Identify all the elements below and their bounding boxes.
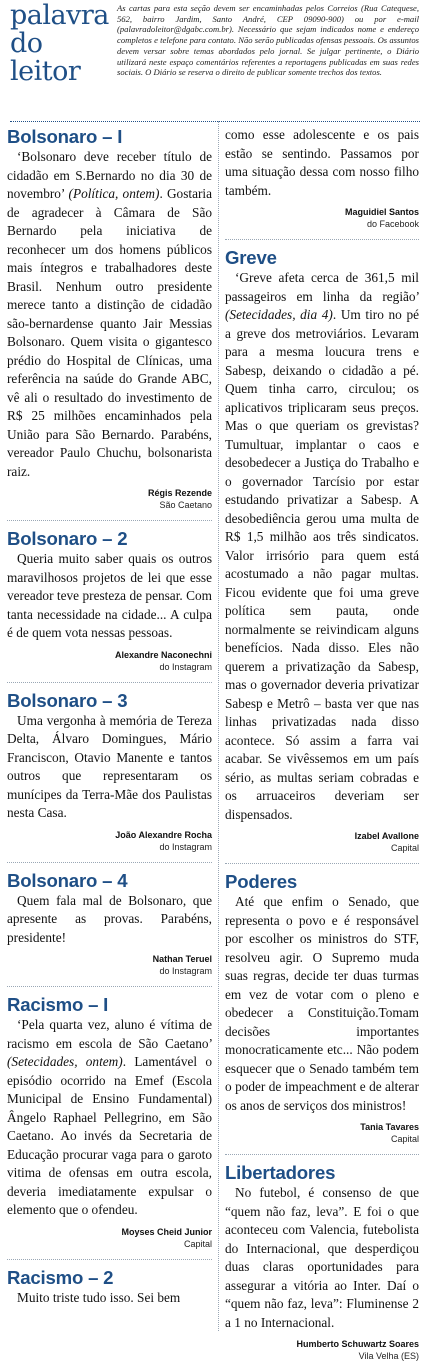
letter-body: Até que enfim o Senado, que representa o povo e é responsável por escolher os ministros do STF, resolveu agir. O Supremo muda suas regras, decide ter duas turmas em vez de votar com o pleno e obedecer a Constituição.Tomam decisões importantes monocraticamente etc... Não podem esquecer que o Senado também tem o poder de impeachment e de alterar os anos de serviços dos ministros! <box>225 894 419 1113</box>
letter-text: . Um tiro no pé a greve dos metroviários. Levaram para a mesma loucura trens e Sabesp, deixando o cidadão a pé. Quem tinha carro, circulou; os aplicativos triplicaram seus preços. Mas o que queriam os grevistas? Tumultuar, implantar o caos e desobedecer a Justiça do Trabalho e o governador Tarcísio por estar estudando privatizar a Sabesp. A desobediência gerou uma multa de R$ 1,5 milhão aos três sindicatos. Valor irrisório para quem está acostumado a não pagar multas. Ficou evidente que foi uma greve política sem pauta, onde normalmente se reivindicam alguns benefícios. Nada disso. Eles não querem a privatização da Sabesp, mas o governador deveria privatizar Sabesp e Metrô – basta ver que nas linhas privatizadas nada disso acontece. Só assim a farra vai acabar. Se vivêssemos em um país sério, as multas seriam cobradas e os arruaceiros deveriam ser dispensados. <box>225 307 419 822</box>
letter-separator <box>7 520 212 521</box>
letter-place: Capital <box>183 1238 212 1249</box>
letter-body: Queria muito saber quais os outros maravilhosos projetos de lei que esse vereador teve presteza de pensar. Com tanta necessidade na cidade... A culpa é de quem vota nessas pessoas. <box>7 551 212 640</box>
letter-separator <box>7 986 212 987</box>
letter-author: Humberto Schuwartz Soares <box>296 1339 419 1349</box>
letter-title: Racismo – I <box>7 994 109 1015</box>
section-title-line1: palavra <box>10 0 109 31</box>
letter-title: Bolsonaro – 4 <box>7 869 128 891</box>
left-column <box>7 126 212 1307</box>
letter-separator <box>225 863 419 864</box>
letter-body: como esse adolescente e os pais estão se sentindo. Passamos por uma situação dessa com nosso filho também. <box>225 127 419 198</box>
letter-title: Bolsonaro – 2 <box>7 528 128 549</box>
letter-author: Moyses Cheid Junior <box>121 1226 212 1237</box>
letter-quote: ‘Bolsonaro deve receber título de cidadão em S.Bernardo no dia 30 de novembro’ <box>7 149 212 201</box>
letter-source: (Política, ontem) <box>68 186 160 201</box>
letter-place: do Instagram <box>159 661 212 672</box>
letter-separator <box>225 1154 419 1155</box>
letter-place: Capital <box>390 843 419 853</box>
letter-author: Régis Rezende <box>147 488 212 498</box>
letter-bolsonaro-4 <box>7 870 212 979</box>
letter-body: Quem fala mal de Bolsonaro, que apresente as provas. Parabéns, presidente! <box>7 892 212 945</box>
header-rule <box>10 121 420 122</box>
letter-body: Muito triste tudo isso. Sei bem <box>17 1289 181 1305</box>
letter-bolsonaro-2 <box>7 528 212 674</box>
column-divider <box>218 121 219 1331</box>
letter-body <box>225 269 419 824</box>
letter-title: Greve <box>225 247 277 268</box>
letter-title: Libertadores <box>225 1162 336 1183</box>
letter-author: Izabel Avallone <box>354 831 419 841</box>
letter-poderes <box>225 871 419 1146</box>
letter-greve <box>225 247 419 855</box>
letter-title: Racismo – 2 <box>7 1266 114 1288</box>
letter-racismo-2-continued <box>225 126 419 231</box>
letter-text: . Lamentável o episódio ocorrido na Emef (Escola Municipal de Ensino Fundamental) Ângelo Raphael Pellegrino, em São Caetano. Ao invés da Secretaria de Educação procurar vaga para o garoto vitima de ofensas em outra escola, deveria imediatamente expulsar o elemento que o ofendeu. <box>7 1054 212 1217</box>
letter-title: Poderes <box>225 871 297 892</box>
letter-text: . Gostaria de agradecer à Câmara de São Bernardo pela iniciativa de reconhecer um dos homens públicos mais íntegros e trabalhadores deste Brasil. Nenhum outro presidente merece tanto a distinção de cidadão são-bernardense quanto Jair Messias Bolsonaro. Quem visita o gigantesco prédio do Hospital de Clínicas, uma referência na saúde do Grande ABC, vê ali o resultado do investimento de R$ 25 milhões encaminhados pela União para São Bernardo. Parabéns, vereador Paulo Chuchu, bolsonarista raiz. <box>7 186 212 479</box>
letter-racismo-2 <box>7 1267 212 1308</box>
letter-author: Maguidiel Santos <box>344 207 419 217</box>
letter-racismo-1 <box>7 994 212 1251</box>
letter-body: No futebol, é consenso de que “quem não faz, leva”. E foi o que aconteceu com Valencia, futebolista do Internacional, que desperdiçou duas claras oportunidades para assegurar a vitória ao Inter. Daí o “quem não faz, leva”: Fluminense 2 a 1 no Internacional. <box>225 1185 419 1330</box>
letter-author: Alexandre Naconechni <box>114 649 212 660</box>
letter-separator <box>7 1259 212 1260</box>
letter-place: do Instagram <box>159 841 212 852</box>
letter-body <box>7 1016 212 1220</box>
submission-notice: As cartas para esta seção devem ser encaminhadas pelos Correios (Rua Catequese, 562, bairro Jardim, Santo André, CEP 09090-900) ou por e-mail (palavradoleitor@dgabc.com.br). Necessário que sejam indicados nome e endereço completos e telefone para contato. Não serão publicadas ofensas pessoais. Os assuntos devem versar sobre temas abordados pelo jornal. Se julgar pertinente, o Diário utilizará neste espaço comentários referentes a reportagens publicadas em suas redes sociais. O Diário se reserva o direito de publicar somente trechos dos textos. <box>117 3 419 78</box>
letter-separator <box>225 239 419 240</box>
letter-separator <box>7 862 212 863</box>
letter-author: Tania Tavares <box>360 1122 419 1132</box>
right-column <box>225 126 419 1363</box>
letter-place: do Facebook <box>366 219 419 229</box>
letter-title: Bolsonaro – I <box>7 126 123 147</box>
letter-author: João Alexandre Rocha <box>115 829 212 840</box>
section-title-line2: do leitor <box>10 28 81 87</box>
section-title <box>10 2 115 86</box>
letter-libertadores <box>225 1162 419 1363</box>
letter-quote: ‘Greve afeta cerca de 361,5 mil passageiros em linha da região’ <box>225 270 419 304</box>
letter-body: Uma vergonha à memória de Tereza Delta, Álvaro Domingues, Mário Franciscon, Otavio Manente e tantos outros que representaram os munícipes da Terra-Mãe dos Paulistas nesta Casa. <box>7 712 212 820</box>
letter-body <box>7 148 212 481</box>
letter-place: do Instagram <box>159 966 212 976</box>
letter-bolsonaro-1 <box>7 126 212 512</box>
letter-bolsonaro-3 <box>7 690 212 854</box>
letter-source: (Setecidades, ontem) <box>7 1054 123 1069</box>
letter-place: Capital <box>390 1134 419 1144</box>
letter-place: Vila Velha (ES) <box>358 1351 419 1361</box>
letter-title: Bolsonaro – 3 <box>7 689 128 711</box>
letter-author: Nathan Teruel <box>152 954 212 964</box>
letter-separator <box>7 682 212 683</box>
letter-source: (Setecidades, dia 4) <box>225 307 333 322</box>
letter-place: São Caetano <box>159 500 212 510</box>
letter-quote: ‘Pela quarta vez, aluno é vítima de racismo em escola de São Caetano’ <box>7 1017 212 1051</box>
